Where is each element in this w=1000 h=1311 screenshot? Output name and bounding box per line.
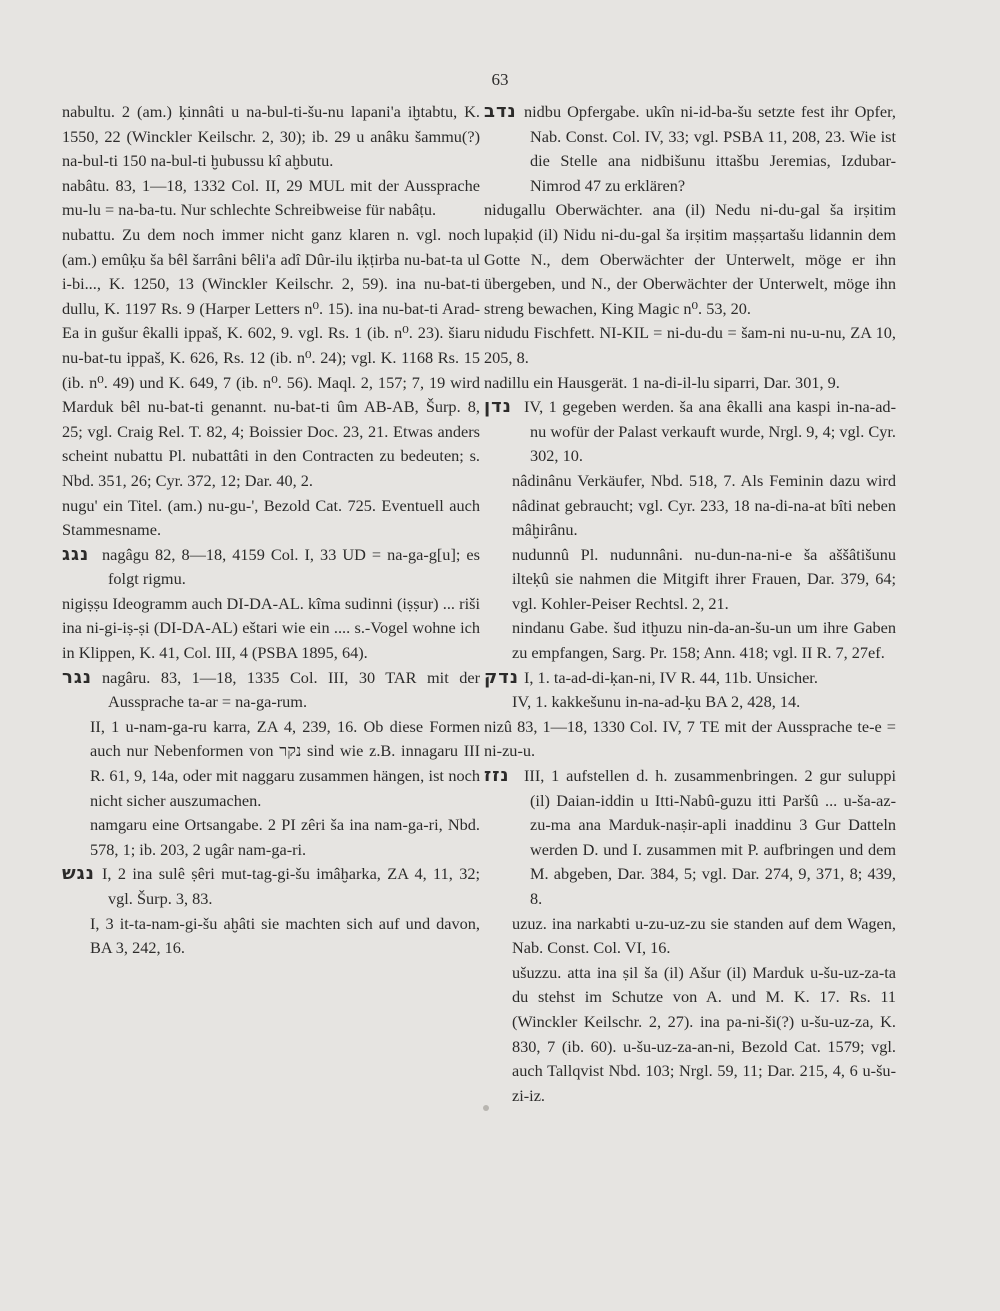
entry-text: I, 2 ina sulê ṣêri mut-tag-gi-šu imâḫarka, ZA 4, 11, 32; vgl. Šurp. 3, 83.: [102, 864, 480, 908]
entry-text: nidbu Opfergabe. ukîn ni-id-ba-šu setzte fest ihr Opfer, Nab. Const. Col. IV, 33; vgl. PSBA 11, 208, 23. Wie ist die Stelle ana nidbišunu ittašbu Jeremias, Izdubar-Nimrod 47 zu erklären?: [524, 102, 896, 195]
entry-text: nigiṣṣu Ideogramm auch DI-DA-AL. kîma sudinni (iṣṣur) ... riši ina ni-gi-iṣ-ṣi (DI-DA-AL) eštari wie ein .... s.-Vogel wohne ich in Klippen, K. 41, Col. III, 4 (PSBA 1895, 64).: [62, 593, 480, 663]
dictionary-entry: [484, 321, 896, 370]
dictionary-entry: [62, 862, 480, 911]
dictionary-entry: [484, 198, 896, 321]
entry-text: ušuzzu. atta ina ṣil ša (il) Ašur (il) Marduk u-šu-uz-za-ta du stehst im Schutze von A. und M. K. 17. Rs. 11 (Winckler Keilschr. 2, 27). ina pa-ni-ši(?) u-šu-uz-za, K. 830, 7 (ib. 60). u-šu-uz-za-an-ni, Bezold Cat. 1579; vgl. auch Tallqvist Nbd. 103; Nrgl. 59, 11; Dar. 215, 4, 6 u-šu-zi-iz.: [512, 962, 896, 1105]
right-column: [484, 100, 896, 1108]
hebrew-root-heading: נגר: [62, 666, 93, 688]
entry-text: nindanu Gabe. šud itḫuzu nin-da-an-šu-un um ihre Gaben zu empfangen, Sarg. Pr. 158; Ann. 418; vgl. II R. 7, 27ef.: [512, 618, 896, 663]
hebrew-root-heading: נגש: [62, 863, 95, 885]
entry-text: nagâru. 83, 1—18, 1335 Col. III, 30 TAR mit der Aussprache ta-ar = na-ga-rum.: [102, 667, 480, 712]
entry-text: nadillu ein Hausgerät. 1 na-di-il-lu siparri, Dar. 301, 9.: [484, 372, 840, 392]
entry-text: namgaru eine Ortsangabe. 2 PI zêri ša ina nam-ga-ri, Nbd. 578, 1; ib. 203, 2 ugâr nam-ga-ri.: [90, 815, 480, 859]
dictionary-entry: [62, 100, 480, 174]
dictionary-entry: [484, 764, 896, 912]
entry-text: nidugallu Oberwächter. ana (il) Nedu ni-du-gal ša irṣitim lupaḳid (il) Nidu ni-du-gal ša irṣitim maṣṣartašu lidannin dem Gotte N., dem Oberwächter der Unterwelt, möge er ihn übergeben, und N., der Oberwächter der Unterwelt, möge ihn streng bewachen, King Magic n⁰. 53, 20.: [484, 200, 896, 318]
entry-text: II, 1 u-nam-ga-ru karra, ZA 4, 239, 16. Ob diese Formen auch nur Nebenformen von נקר sind wie z.B. innagaru III R. 61, 9, 14a, oder mit naggaru zusammen hängen, ist noch nicht sicher auszumachen.: [90, 716, 480, 810]
dictionary-entry: [62, 223, 480, 494]
entry-text: nagâgu 82, 8—18, 4159 Col. I, 33 UD = na-ga-g[u]; es folgt rigmu.: [102, 544, 480, 589]
dictionary-entry: [484, 912, 896, 961]
dictionary-entry: [62, 715, 480, 813]
entry-text: uzuz. ina narkabti u-zu-uz-zu sie standen auf dem Wagen, Nab. Const. Col. VI, 16.: [512, 913, 896, 958]
dictionary-entry: [484, 715, 896, 764]
entry-text: nugu' ein Titel. (am.) nu-gu-', Bezold Cat. 725. Eventuell auch Stammesname.: [62, 495, 480, 540]
hebrew-root-heading: נזז: [484, 765, 510, 787]
dictionary-entry: [484, 371, 896, 396]
dictionary-entry: [484, 616, 896, 665]
dictionary-entry: [484, 961, 896, 1109]
entry-text: IV, 1. kakkešunu in-na-ad-ḳu BA 2, 428, 14.: [512, 692, 801, 712]
dictionary-entry: [62, 174, 480, 223]
dictionary-entry: [484, 100, 896, 198]
entry-text: I, 1. ta-ad-di-ḳan-ni, IV R. 44, 11b. Unsicher.: [524, 667, 818, 687]
scan-speck: [483, 1105, 489, 1111]
entry-text: nidudu Fischfett. NI-KIL = ni-du-du = šam-ni nu-u-nu, ZA 10, 205, 8.: [484, 323, 896, 367]
entry-text: nabultu. 2 (am.) ḳinnâti u na-bul-ti-šu-nu lapani'a iḫtabtu, K. 1550, 22 (Winckler Keilschr. 2, 30); ib. 29 u anâku šammu(?) na-bul-ti 150 na-bul-ti ḫubussu kî aḫbutu.: [62, 102, 480, 171]
entry-text: nizû 83, 1—18, 1330 Col. IV, 7 TE mit der Aussprache te-e = ni-zu-u.: [484, 716, 896, 761]
entry-text: nudunnû Pl. nudunnâni. nu-dun-na-ni-e ša aššâtišunu ilteḳû sie nahmen die Mitgift ihrer Frauen, Dar. 379, 64; vgl. Kohler-Peiser Rechtsl. 2, 21.: [512, 544, 896, 613]
dictionary-entry: [484, 666, 896, 691]
hebrew-root-heading: נגג: [62, 543, 90, 565]
left-column: [62, 100, 480, 961]
dictionary-entry: [62, 666, 480, 715]
dictionary-entry: [62, 494, 480, 543]
dictionary-entry: [62, 813, 480, 862]
dictionary-entry: [62, 912, 480, 961]
dictionary-entry: [484, 395, 896, 469]
entry-text: nubattu. Zu dem noch immer nicht ganz klaren n. vgl. noch (am.) emûḳu ša bêl šarrâni bêli'a adî Dûr-ilu iḳṭirba nu-bat-ta ul i-bi..., K. 1250, 13 (Winckler Keilschr. 2, 59). ina nu-bat-ti dullu, K. 1197 Rs. 9 (Harper Letters n⁰. 15). ina nu-bat-ti Arad-Ea in gušur êkalli ippaš, K. 602, 9. vgl. Rs. 1 (ib. n⁰. 23). šiaru nu-bat-tu ippaš, K. 626, Rs. 12 (ib. n⁰. 24); vgl. K. 1168 Rs. 15 (ib. n⁰. 49) und K. 649, 7 (ib. n⁰. 56). Maql. 2, 157; 7, 19 wird Marduk bêl nu-bat-ti genannt. nu-bat-ti ûm AB-AB, Šurp. 8, 25; vgl. Craig Rel. T. 82, 4; Boissier Doc. 23, 21. Etwas anders scheint nubattu Pl. nubattâti in den Contracten zu bedeuten; s. Nbd. 351, 26; Cyr. 372, 12; Dar. 40, 2.: [62, 224, 480, 490]
dictionary-entry: [484, 469, 896, 543]
hebrew-root-heading: נדב: [484, 101, 517, 122]
entry-text: nabâtu. 83, 1—18, 1332 Col. II, 29 MUL mit der Aussprache mu-lu = na-ba-tu. Nur schlechte Schreibweise für nabâṭu.: [62, 175, 480, 220]
entry-text: IV, 1 gegeben werden. ša ana êkalli ana kaspi in-na-ad-nu wofür der Palast verkauft wurde, Nrgl. 9, 4; vgl. Cyr. 302, 10.: [524, 397, 896, 466]
dictionary-entry: [484, 690, 896, 715]
entry-text: I, 3 it-ta-nam-gi-šu aḫâti sie machten sich auf und davon, BA 3, 242, 16.: [90, 913, 480, 958]
dictionary-entry: [62, 543, 480, 592]
dictionary-entry: [62, 592, 480, 666]
entry-text: III, 1 aufstellen d. h. zusammenbringen. 2 gur suluppi (il) Daian-iddin u Itti-Nabû-guzu itti Paršû ... u-ša-az-zu-ma ana Marduk-naṣir-apli inaddinu 3 Gur Datteln werden D. und I. zusammen mit P. aufbringen und dem M. abgeben, Dar. 384, 5; vgl. Dar. 274, 9, 371, 8; 439, 8.: [524, 766, 896, 908]
entry-text: nâdinânu Verkäufer, Nbd. 518, 7. Als Feminin dazu wird nâdinat gebraucht; vgl. Cyr. 233, 18 na-di-na-at bîti neben mâḫirânu.: [512, 470, 896, 540]
dictionary-entry: [484, 543, 896, 617]
hebrew-root-heading: נדק: [484, 666, 519, 688]
page-number: 63: [491, 70, 509, 89]
hebrew-root-heading: נדן: [484, 396, 512, 418]
